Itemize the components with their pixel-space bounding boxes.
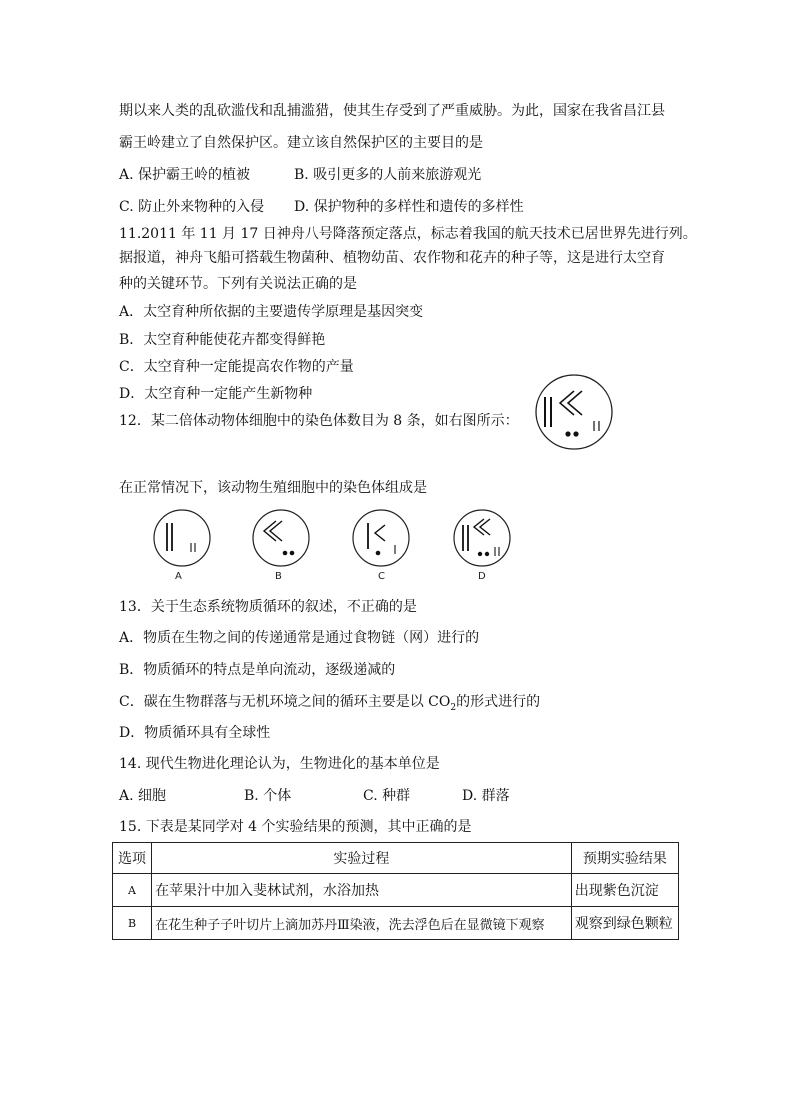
table-header: 实验过程 — [152, 843, 572, 874]
q10-option-c: C. 防止外来物种的入侵 — [119, 199, 265, 215]
cell-membrane — [536, 375, 612, 449]
germ-cell-option-d — [450, 505, 516, 571]
q10-text-line2: 霸王岭建立了自然保护区。建立该自然保护区的主要目的是 — [119, 135, 483, 151]
q11-option-c: C．太空育种一定能提高农作物的产量 — [119, 359, 354, 375]
q11-option-a: A．太空育种所依据的主要遗传学原理是基因突变 — [119, 304, 424, 320]
q10-option-a: A. 保护霸王岭的植被 — [119, 167, 251, 183]
option-label-d: D — [478, 571, 486, 582]
chromosome-dot — [565, 431, 570, 436]
q13-option-b: B．物质循环的特点是单向流动，逐级递减的 — [119, 662, 396, 678]
q11-text-line1: 11.2011 年 11 月 17 日神舟八号降落预定落点，标志着我国的航天技术已居世界先进行列。 — [119, 226, 697, 242]
q14-option-b: B. 个体 — [244, 788, 292, 804]
q10-option-b: B. 吸引更多的人前来旅游观光 — [294, 167, 482, 183]
table-cell: 出现紫色沉淀 — [571, 874, 678, 907]
q14-option-c: C. 种群 — [363, 788, 411, 804]
table-cell: B — [113, 907, 152, 940]
q14-option-a: A. 细胞 — [119, 788, 167, 804]
q12-text: 12．某二倍体动物体细胞中的染色体数目为 8 条，如右图所示： — [119, 413, 519, 429]
option-label-c: C — [378, 571, 385, 582]
experiment-table — [112, 842, 679, 940]
germ-cell-option-a — [150, 505, 216, 571]
germ-cell-option-c — [349, 505, 415, 571]
q11-text-line2: 据报道，神舟飞船可搭载生物菌种、植物幼苗、农作物和花卉的种子等，这是进行太空育 — [119, 250, 665, 266]
q11-option-d: D．太空育种一定能产生新物种 — [119, 386, 313, 402]
q10-option-d: D. 保护物种的多样性和遗传的多样性 — [294, 199, 524, 215]
q12-text-2: 在正常情况下，该动物生殖细胞中的染色体组成是 — [119, 480, 427, 496]
q10-text-line1: 期以来人类的乱砍滥伐和乱捕滥猎，使其生存受到了严重威胁。为此，国家在我省昌江县 — [119, 103, 665, 119]
q13-option-d: D．物质循环具有全球性 — [119, 725, 271, 741]
table-cell: A — [113, 874, 152, 907]
q14-text: 14. 现代生物进化理论认为，生物进化的基本单位是 — [119, 756, 440, 772]
q14-option-d: D. 群落 — [462, 788, 510, 804]
table-cell: 在花生种子子叶切片上滴加苏丹Ⅲ染液，洗去浮色后在显微镜下观察 — [152, 907, 572, 940]
q13-option-a: A．物质在生物之间的传递通常是通过食物链（网）进行的 — [119, 630, 480, 646]
table-header-row — [113, 843, 679, 874]
q11-text-line3: 种的关键环节。下列有关说法正确的是 — [119, 276, 357, 292]
option-label-a: A — [175, 571, 182, 582]
table-header: 预期实验结果 — [571, 843, 678, 874]
table-header: 选项 — [113, 843, 152, 874]
q13-text: 13．关于生态系统物质循环的叙述，不正确的是 — [119, 599, 417, 615]
q15-text: 15. 下表是某同学对 4 个实验结果的预测，其中正确的是 — [119, 819, 472, 835]
q11-option-b: B．太空育种能使花卉都变得鲜艳 — [119, 332, 326, 348]
somatic-cell-figure — [530, 371, 620, 453]
table-row — [113, 874, 679, 907]
table-cell: 在苹果汁中加入斐林试剂，水浴加热 — [152, 874, 572, 907]
table-cell: 观察到绿色颗粒 — [571, 907, 678, 940]
q13-option-c: C．碳在生物群落与无机环境之间的循环主要是以 $CO_2$的形式进行的 — [119, 694, 541, 713]
option-label-b: B — [275, 571, 282, 582]
chromosome-dot — [573, 431, 578, 436]
germ-cell-option-b — [248, 505, 314, 571]
table-row — [113, 907, 679, 940]
